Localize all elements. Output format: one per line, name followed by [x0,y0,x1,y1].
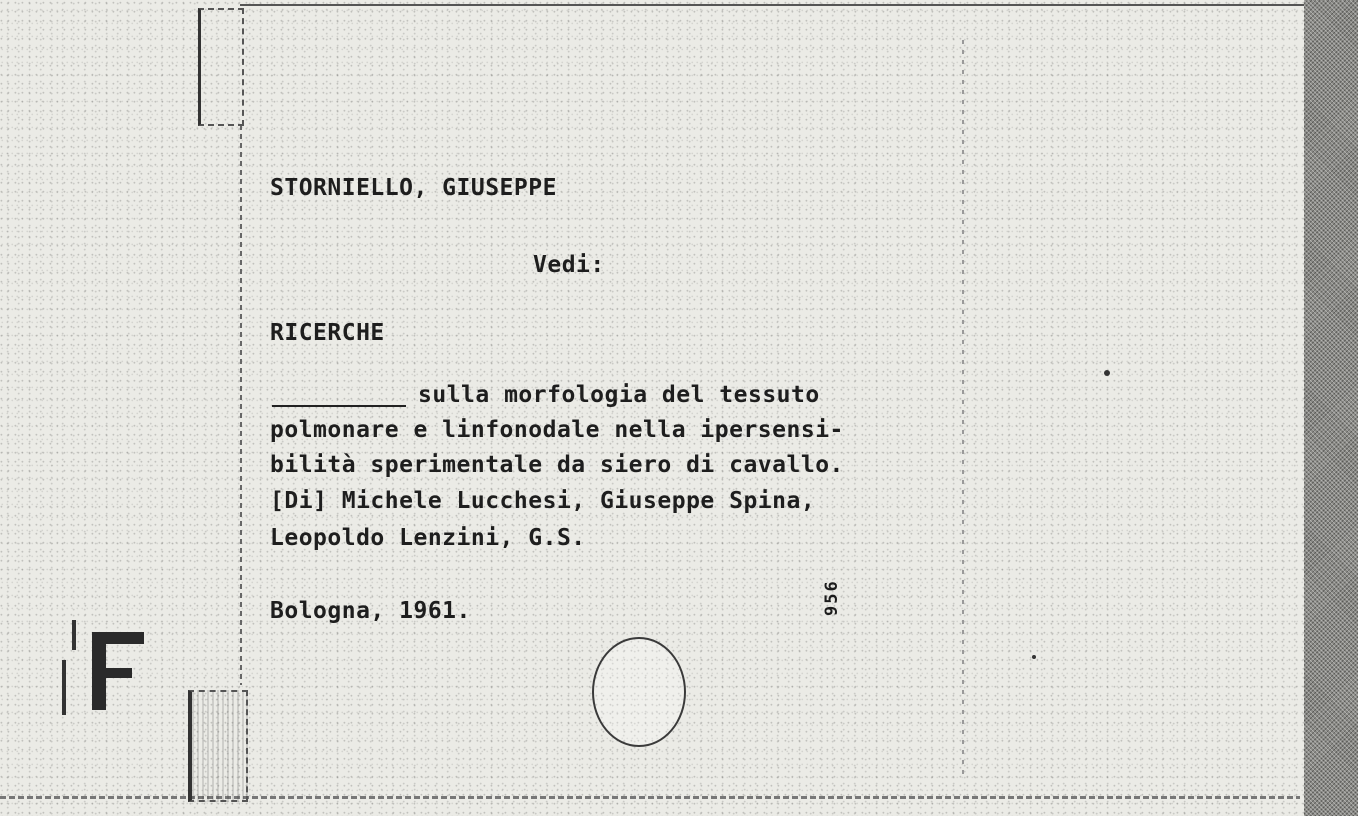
card-right-edge [962,40,964,780]
stamp-mark [72,620,76,650]
card-heading: STORNIELLO, GIUSEPPE [270,175,557,201]
speck [1104,370,1110,376]
f-stamp-icon [92,632,144,710]
stamp-mark [62,660,66,715]
card-left-edge [240,125,242,685]
title-line-3: bilità sperimentale da siero di cavallo. [270,452,844,478]
speck [1032,655,1036,659]
scanner-edge [1304,0,1358,816]
entry-heading: RICERCHE [270,320,385,346]
imprint: Bologna, 1961. [270,598,471,624]
title-line-1: sulla morfologia del tessuto [418,382,820,408]
call-number: 956 [822,579,842,617]
index-tab-top [198,8,244,126]
title-blank-dash [272,405,406,407]
title-line-4: [Di] Michele Lucchesi, Giuseppe Spina, [270,488,816,514]
title-line-2: polmonare e linfonodale nella ipersensi- [270,417,844,443]
punch-hole [592,637,686,747]
title-line-5: Leopoldo Lenzini, G.S. [270,525,586,551]
see-label: Vedi: [533,252,605,278]
index-tab-bottom [188,690,248,802]
card-top-edge [240,4,1304,6]
